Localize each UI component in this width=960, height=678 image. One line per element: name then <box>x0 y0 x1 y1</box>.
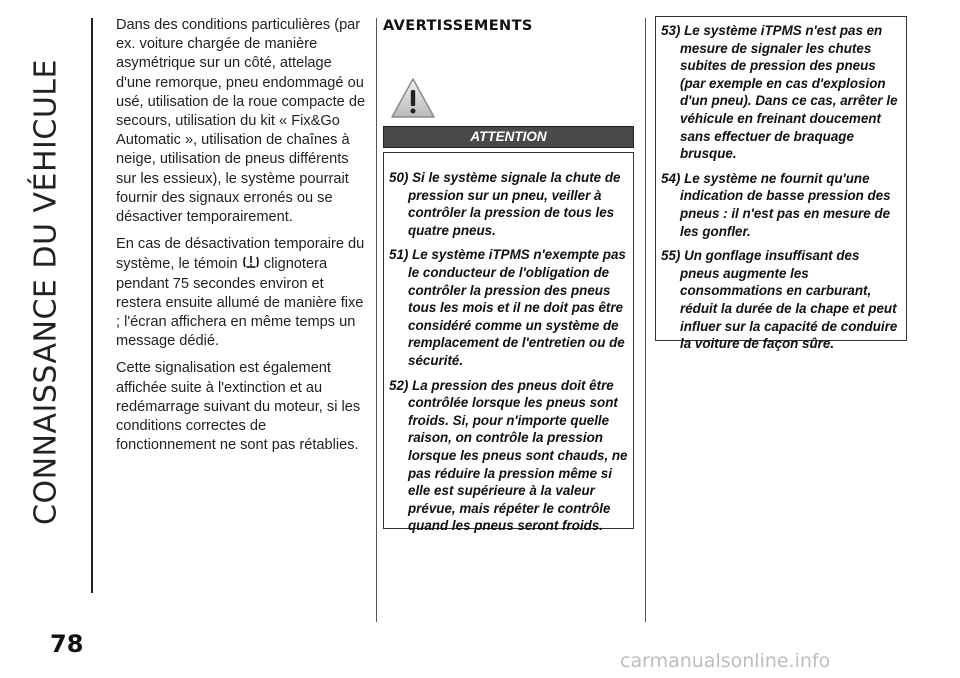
note-55: 55) Un gonflage insuffisant des pneus augmente les consommations en carburant, réduit la durée de la chape et peut influer sur la capacité de conduire la voiture de façon sûre. <box>661 248 898 352</box>
note-53: 53) Le système iTPMS n'est pas en mesure de signaler les chutes subites de pression des pneus (par exemple en cas d'explosion d'un pneu). Dans ce cas, arrêter le véhicule en freinant doucement sans effectuer de braquage brusque. <box>661 23 898 162</box>
page-number: 78 <box>50 630 84 658</box>
continued-notes-box <box>655 16 907 352</box>
paragraph-conditions: Dans des conditions particulières (par ex. voiture chargée de manière asymétrique sur un côté, attelage d'une remorque, pneu endommagé ou usé, utilisation de la roue compacte de secours, utilisation du kit « Fix&Go Automatic », utilisation de chaînes à neige, utilisation de pneus différents sur les essieux), le système pourrait fournir des signaux erronés ou se désactiver temporairement. <box>116 17 366 226</box>
attention-banner: ATTENTION <box>383 126 634 148</box>
watermark: carmanualsonline.info <box>620 650 831 672</box>
note-51: 51) Le système iTPMS n'exempte pas le conducteur de l'obligation de contrôler la pression des pneus tous les mois et il ne doit pas être considéré comme un système de remplacement de l'entretien ou de sécurité. <box>389 247 626 368</box>
column-divider-left <box>376 18 377 622</box>
body-text-column <box>116 16 368 463</box>
paragraph-deactivation: En cas de désactivation temporaire du système, le témoin clignotera pendant 75 secondes environ et restera ensuite allumé de manière fixe ; l'écran affichera en même temps un message dédié. <box>116 236 365 350</box>
section-side-title: CONNAISSANCE DU VÉHICULE <box>28 59 64 525</box>
tyre-pressure-warning-icon <box>242 254 260 270</box>
paragraph-signal-persistence: Cette signalisation est également affichée suite à l'extinction et au redémarrage suivant du moteur, si les conditions correctes de fonctionnement ne sont pas rétablies. <box>116 360 361 454</box>
warnings-heading: AVERTISSEMENTS <box>383 18 533 34</box>
note-54: 54) Le système ne fournit qu'une indication de basse pression des pneus : il n'est pas en mesure de les gonfler. <box>661 170 891 239</box>
attention-notes-box <box>383 152 634 534</box>
note-50: 50) Si le système signale la chute de pression sur un pneu, veiller à contrôler la pression de tous les quatre pneus. <box>389 170 621 238</box>
note-52: 52) La pression des pneus doit être contrôlée lorsque les pneus sont froids. Si, pour n'importe quelle raison, on contrôle la pression lorsque les pneus sont chauds, ne pas réduire la pression même si elle est supérieure à la valeur prévue, mais répéter le contrôle quand les pneus seront froids. <box>389 377 628 534</box>
warning-triangle-icon <box>390 77 436 119</box>
column-divider-right <box>645 18 646 622</box>
side-divider <box>91 18 93 593</box>
